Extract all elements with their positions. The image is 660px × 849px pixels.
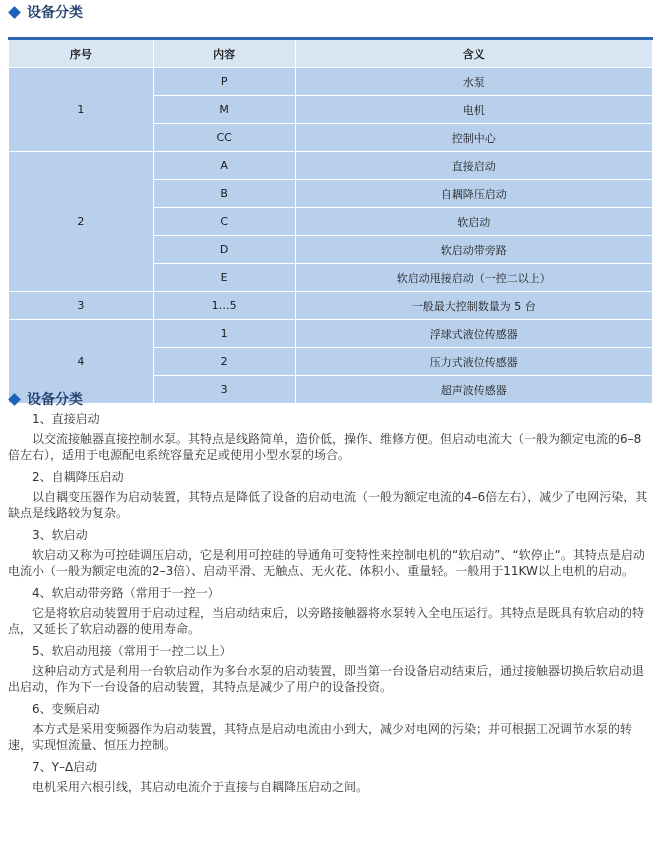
meaning-cell: 软启动 [295, 208, 652, 236]
table-row [9, 152, 653, 180]
table-header-row [9, 39, 653, 68]
item-heading: 6、变频启动 [32, 702, 100, 716]
content-cell: 1…5 [153, 292, 295, 320]
table-section-title-text: 设备分类 [27, 5, 83, 21]
meaning-cell: 控制中心 [295, 124, 652, 152]
item-paragraph: 软启动又称为可控硅调压启动，它是利用可控硅的导通角可变特性来控制电机的“软启动”、“软停止“。其特点是启动电流小（一般为额定电流的2–3倍）、启动平滑、无触点、无火花、体积小、重量轻。一般用于11KW以上电机的启动。 [8, 548, 645, 578]
item-heading: 2、自耦降压启动 [32, 470, 124, 484]
meaning-cell: 压力式液位传感器 [295, 348, 652, 376]
content-cell: B [153, 180, 295, 208]
header-meaning: 含义 [295, 39, 652, 68]
meaning-cell: 浮球式液位传感器 [295, 320, 652, 348]
content-cell: 2 [153, 348, 295, 376]
group-no-cell: 1 [9, 68, 154, 152]
item-heading: 3、软启动 [32, 528, 88, 542]
item-paragraph: 它是将软启动装置用于启动过程，当启动结束后，以旁路接触器将水泵转入全电压运行。其特点是既具有软启动的特点，又延长了软启动器的使用寿命。 [8, 606, 645, 636]
equipment-classification-table [8, 37, 653, 404]
table-row [9, 320, 653, 348]
item-paragraph: 以交流接触器直接控制水泵。其特点是线路简单，造价低，操作、维修方便。但启动电流大（一般为额定电流的6–8倍左右），适用于电源配电系统容量充足或使用小型水泵的场合。 [8, 432, 642, 462]
table-row [9, 292, 653, 320]
meaning-cell: 软启动甩接启动（一控二以上） [295, 264, 652, 292]
item-heading: 5、软启动甩接（常用于一控二以上） [32, 644, 232, 658]
table-row [9, 68, 653, 96]
text-section-title-text: 设备分类 [27, 392, 83, 408]
text-section-title [8, 389, 83, 409]
content-cell: P [153, 68, 295, 96]
item-paragraph: 本方式是采用变频器作为启动装置，其特点是启动电流由小到大，减少对电网的污染；并可根据工况调节水泵的转速，实现恒流量、恒压力控制。 [8, 722, 633, 752]
item-heading: 1、直接启动 [32, 412, 100, 426]
meaning-cell: 软启动带旁路 [295, 236, 652, 264]
diamond-bullet-icon [8, 393, 21, 406]
content-cell: 3 [153, 376, 295, 404]
group-no-cell: 2 [9, 152, 154, 292]
item-heading: 7、Y–Δ启动 [32, 760, 98, 774]
content-cell: CC [153, 124, 295, 152]
content-cell: E [153, 264, 295, 292]
group-no-cell: 4 [9, 320, 154, 404]
item-paragraph: 这种启动方式是利用一台软启动作为多台水泵的启动装置，即当第一台设备启动结束后，通过接触器切换后软启动退出启动，作为下一台设备的启动装置，其特点是减少了用户的设备投资。 [8, 664, 645, 694]
table-section-title [8, 2, 83, 22]
meaning-cell: 自耦降压启动 [295, 180, 652, 208]
content-cell: D [153, 236, 295, 264]
meaning-cell: 一般最大控制数量为 5 台 [295, 292, 652, 320]
item-heading: 4、软启动带旁路（常用于一控一） [32, 586, 220, 600]
header-content: 内容 [153, 39, 295, 68]
meaning-cell: 水泵 [295, 68, 652, 96]
content-cell: M [153, 96, 295, 124]
diamond-bullet-icon [8, 6, 21, 19]
item-paragraph: 电机采用六根引线，其启动电流介于直接与自耦降压启动之间。 [32, 780, 369, 794]
meaning-cell: 超声波传感器 [295, 376, 652, 404]
content-cell: A [153, 152, 295, 180]
content-cell: 1 [153, 320, 295, 348]
item-paragraph: 以自耦变压器作为启动装置，其特点是降低了设备的启动电流（一般为额定电流的4–6倍左右），减少了电网污染，其缺点是线路较为复杂。 [8, 490, 648, 520]
meaning-cell: 电机 [295, 96, 652, 124]
startup-methods-content [8, 411, 652, 801]
header-no: 序号 [9, 39, 154, 68]
group-no-cell: 3 [9, 292, 154, 320]
content-cell: C [153, 208, 295, 236]
meaning-cell: 直接启动 [295, 152, 652, 180]
